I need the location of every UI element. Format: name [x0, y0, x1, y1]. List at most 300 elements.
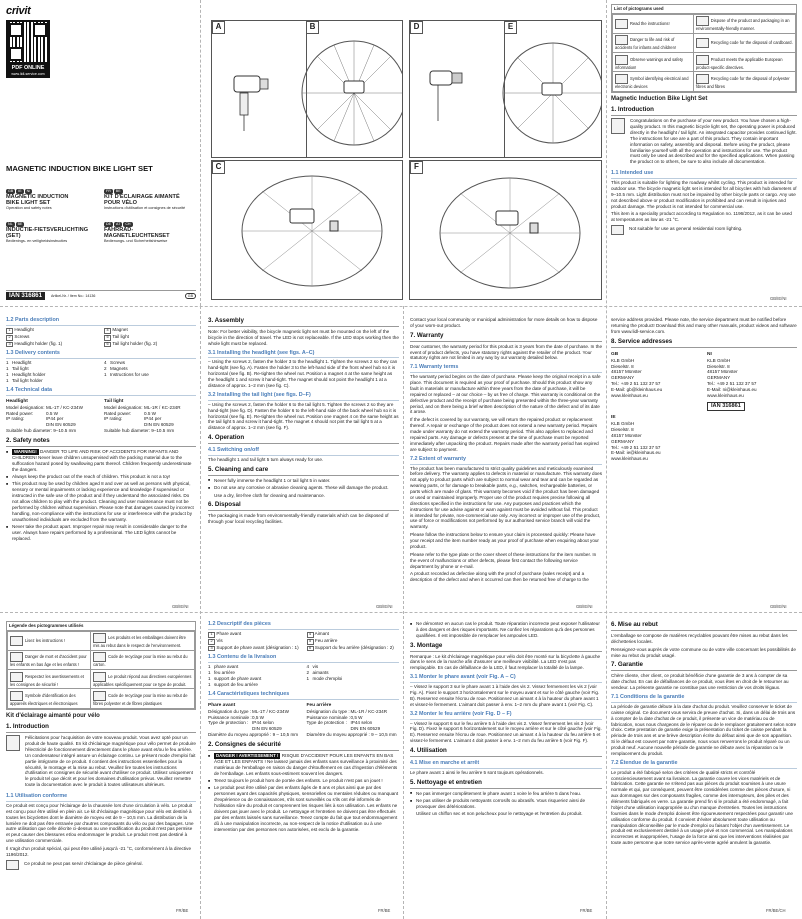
part-label: Vis — [216, 637, 223, 643]
item: Headlight holder — [12, 371, 46, 377]
part-num: 3 — [6, 342, 13, 348]
warranty-terms-text: La période de garantie débute à la date d'achat du produit. Veuillez conserver le ticket de caisse original. Ce document vous servira de preuve d'achat. Si, dans un délai de trois ans à compter de la date d'achat de ce produit, il présente un vice de matériau ou de fabrication, nous nous chargeons de le réparer ou de le remplacer gratuitement selon notre choix. Cette prestation de garantie exige la présentation du ticket de caisse pendant la période de trois ans et une brève description écrite du défaut ainsi que de son apparition. Si le défaut est couvert par notre garantie, nous vous renverrons le produit réparé ou un produit neuf. Aucune nouvelle période de garantie ne débute avec la réparation ou le remplacement du produit. — [611, 703, 797, 756]
safety-bullet: ■ Never take the product apart. Improper repair may result in considerable danger to the user. Always have repairs performed by a professional. The LED lights cannot be replaced. — [6, 524, 196, 542]
figure-label-e: E — [504, 21, 517, 34]
service-address-ie — [611, 415, 797, 462]
switching-text: The headlight 1 and tail light 5 turn always ready for use. — [208, 456, 324, 462]
figure-label-a: A — [212, 21, 225, 34]
brand-logo: crivit — [6, 5, 31, 17]
lang-code: NI — [26, 189, 31, 193]
warning-icon — [10, 672, 23, 682]
disposal-text: The packaging is made from environmentally-friendly materials which can be disposed of through your local recycling facilities. — [208, 513, 389, 525]
part-label: Phare avant — [216, 630, 242, 636]
tail-light-illustration — [410, 21, 601, 157]
cover-lang-fr — [104, 188, 196, 211]
item: Tail light — [12, 366, 29, 372]
legend-item: Danger de mort et d'accident pour les enfants en bas âge et les enfants ! — [10, 654, 87, 668]
page-footer: FR/BE — [378, 908, 391, 913]
address-line: KLB GmbH — [611, 421, 635, 427]
legend-item: Symbole d'identification des appareils électriques et électroniques — [10, 692, 78, 706]
part-label: Tail light holder (fig. 2) — [112, 340, 158, 346]
en-assembly — [208, 311, 399, 607]
qty: 1 — [208, 681, 211, 687]
part-num: 1 — [208, 632, 215, 638]
safety-bullet: ■ Tenez toujours le produit hors de portée des enfants. Le produit n'est pas un jouet ! — [208, 778, 399, 784]
qr-code[interactable] — [6, 20, 50, 64]
qty: 2 — [306, 670, 310, 676]
pdf-online-label: PDF ONLINE — [11, 65, 45, 71]
part-num: 4 — [104, 328, 111, 334]
ce-mark-icon — [696, 55, 709, 65]
intended-use-text: Ce produit est conçu pour l'éclairage de la chaussée lors d'une circulation à vélo. Le produit est conçu pour être utilisé en plein air. Le kit d'éclairage magnétique pour vélo est destiné à toutes les bicyclettes dont le diamètre de moyeu est de 9 – 10,5 mm. La distribution de la lumière ne doit pas être entravée par d'autres composants du vélo ou par des bagages. Une autre utilisation que celle décrite ci-dessus ou une modification du produit n'est pas permise et peut causer des blessures et/ou endommager le produit. Le produit n'est pas destiné à une utilisation commerciale. — [6, 802, 194, 844]
part-label: Headlight holder (fig. 1) — [14, 340, 63, 346]
install-taillight-text: – Vissez le support 6 sur le feu arrière 5 à l'aide des vis 2. Vissez fermement les vis 2 (voir Fig. D). Fixez le support 6 horizontalement sur le moyeu arrière et sur le côté gauche (voir Fig. E). Resserrez ensuite l'écrou de roue. Positionnez un aimant 4 à la hauteur du feu arrière 5 et vissez-le fermement. L'aimant 4 doit passer à env. 1–2 mm du feu arrière 5 (voir Fig. F). — [410, 720, 602, 744]
spec-key: Désignation du type : — [306, 708, 350, 714]
room-lighting-note: Not suitable for use as general residential room lighting. — [629, 226, 743, 232]
qty: 1 — [6, 366, 9, 372]
email-link[interactable]: E-Mail: ni@kleinhaus.eu — [707, 387, 757, 393]
spec-val: IP44 per — [46, 416, 64, 422]
recycle-icon — [93, 633, 106, 643]
pdf-online-badge[interactable] — [6, 64, 50, 78]
section-install-headlight: 3.1 Monter le phare avant (voir Fig. A – C) — [410, 674, 602, 683]
hub-diameter: Suitable hub diameter: 9–10.5 mm — [104, 428, 175, 434]
cleaning-bullet: ■ Ne pas utiliser de produits nettoyants corrosifs ou abrasifs. Vous risqueriez ainsi de provoquer des détériorations. — [410, 798, 602, 810]
part-label: Feu arrière — [314, 637, 338, 643]
spec-val: ML-1T / KC-234W — [252, 708, 289, 714]
col-divider-3 — [403, 306, 404, 919]
cleaning-bullet: ■ Do not use any corrosive or abrasive cleaning agents. These will damage the product. — [208, 485, 399, 491]
item: Tail light holder — [12, 377, 43, 383]
page-footer: GB/IE/NI — [576, 604, 593, 609]
item: Screws — [110, 360, 126, 366]
fibre-recycle-icon — [93, 691, 106, 701]
lang-code: BE — [17, 222, 23, 227]
book-icon — [6, 735, 20, 751]
section-warranty-terms: 7.1 Warranty terms — [410, 364, 602, 373]
address-line: KLB GmbH — [707, 357, 731, 363]
section-assembly: 3. Montage — [410, 642, 602, 652]
item: mode d'emploi — [312, 675, 343, 681]
install-headlight-text: – Vissez le support 3 sur le phare avant 1 à l'aide des vis 2. Vissez fermement les vis 2 (voir Fig. A). Fixez le support 3 horizontalement sur le moyeu avant et sur le côté gauche (voir Fig. B). Resserrez ensuite l'écrou de roue. Positionnez un aimant 4 à la hauteur du phare avant 1 et vissez-le fermement. L'aimant doit passer à env. 1–2 mm du phare avant 1 (voir Fig. C). — [410, 684, 600, 707]
magnet-rear-illustration — [410, 161, 601, 299]
assembly-note: Remarque : Le kit d'éclairage magnétique pour vélo doit être monté sur la bicyclette à gauche dans le sens de la marche afin d'assurer une meilleure visibilité. La LED n'est pas remplaçable. En cas de défaillance de la LED, il faut remplacer la totalité de la lampe. — [410, 653, 601, 671]
part-label: Tail light — [112, 333, 129, 339]
warranty-text: Dear customer, the warranty period for this product is 3 years from the date of purchase. In the event of product defects, you have statutory rights against the retailer of the product. Your statutory rights are not limited in any way by our warranty detailed below. — [410, 343, 602, 361]
spec-val: 0.5 W — [46, 410, 58, 416]
spec-key: Désignation du type : — [208, 708, 252, 714]
qty: 1 — [6, 377, 9, 383]
figure-label-c: C — [212, 161, 225, 174]
warning-badge: WARNING! — [14, 449, 37, 455]
legend-item: Dispose of the product and packaging in an environmentally-friendly manner. — [695, 18, 790, 32]
qty: 1 — [104, 371, 107, 377]
safety-text: DANGER TO LIFE AND RISK OF ACCIDENTS FOR INFANTS AND CHILDREN! Never leave children unsupervised with the packing material due to the suffocation hazard posed by swallowing parts thereof. Children frequently underestimate the dangers. — [12, 449, 192, 472]
part-label: Screws — [14, 333, 30, 339]
address-line: KLB GmbH — [611, 357, 635, 363]
safety-bullet: ■ Ne démontez en aucun cas le produit. Toute réparation incorrecte peut exposer l'utilisateur à des dangers et des risques importants. Ne confiez les réparations qu'à des personnes qualifiées. Il est impossible de remplacer les ampoules LED. — [410, 621, 602, 639]
address-line: Dieselstr. 8 — [611, 363, 634, 369]
headlight-specs-title: Headlight — [6, 398, 28, 404]
install-headlight-text: – Using the screws 2, fasten the holder 3 to the headlight 1. Tighten the screws 2 so they can hand-tight (see fig. A). Fasten the holder 3 to the left-hand side of the front wheel hub so it is horizontal (see fig. B). Re-tighten the wheel nut. Position a magnet 4 at the same height as the headlight 1 and screw it hand-tight. The magnet should not point the headlight 1 at a distance of approx. 1–2 mm (see fig. C). — [208, 359, 398, 388]
en-warranty — [410, 311, 602, 607]
cardboard-icon — [93, 652, 106, 662]
intended-use-text: This product is suitable for lighting the roadway whilst cycling. This product is intended for outdoor use. The bicycle magnetic light set is intended for all bicycles with hub diameters of 9–10.5 mm. Light distribution must not be impaired by other bicycle parts or cargo. Any use not described above or product modification is prohibited and can result in injuries and product damage. The product is not intended for commercial use. — [611, 180, 797, 209]
part-num: 6 — [104, 342, 111, 348]
section-intended-use: 1.1 Utilisation conforme — [6, 793, 196, 802]
section-switching: 4.1 Mise en marche et arrêt — [410, 760, 602, 769]
assembly-note: Note: For better visibility, the bicycle magnetic light set must be mounted on the left of the bicycle in the direction of travel. The LED is not replaceable. If the LED stops working then the whole light must be replaced. — [208, 328, 399, 346]
warning-badge: DANGER ! AVERTISSEMENT ! — [216, 753, 279, 759]
legend-item: Recycling code for the disposal of polyester fibres and fibres — [695, 75, 790, 89]
row-divider-1 — [0, 306, 802, 307]
part-num: 4 — [307, 632, 314, 638]
disposal-text: L'emballage se compose de matières recyclables pouvant être mises au rebut dans les déchetteries locales. — [611, 632, 788, 644]
page-footer: GB/IE/NI — [770, 296, 787, 301]
room-lighting-note: Ce produit ne peut pas servir d'éclairage de pièce général. — [24, 860, 143, 866]
item: Magnets — [110, 366, 128, 372]
country-code: NI — [707, 351, 712, 357]
lang-code: CH — [125, 222, 131, 227]
section-install-taillight: 3.2 Monter le feu arrière (voir Fig. D – F) — [410, 711, 602, 720]
safety-bullet: ■ Always keep the product out of the reach of children. This product is not a toy! — [6, 474, 196, 480]
spec-val: 0.5 W — [144, 410, 156, 416]
section-warranty-extent: 7.2 Étendue de la garantie — [611, 760, 797, 769]
item-number: Artikel-Nr. / Item No.: 14136 — [51, 293, 96, 298]
safety-text: RISQUE D'ACCIDENT POUR LES ENFANTS EN BAS ÂGE ET LES ENFANTS ! Ne laissez jamais des enfants sans surveillance à proximité des matériaux de l'emballage en raison du danger d'étouffement en cas d'ingestion d'éléments de l'emballage. Les enfants sous-estiment souvent les dangers. — [214, 753, 398, 776]
section-technical: 1.4 Caractéristiques techniques — [208, 691, 399, 700]
legend-table — [7, 631, 195, 709]
part-num: 1 — [6, 328, 13, 334]
fr-assembly — [410, 617, 602, 907]
cleaning-line: Utilisez un chiffon sec et non pelucheux pour le nettoyage et l'entretien du produit. — [416, 811, 583, 817]
safety-bullet: ■ Le produit peut être utilisé par des enfants âgés de 8 ans et plus ainsi que par des personnes ayant des capacités physiques, sensorielles ou mentales réduites ou manquant d'expérience ou de connaissances, s'ils sont surveillés ou s'ils ont été informés de l'utilisation sûre du produit et comprennent les risques liés à son utilisation. Les enfants ne doivent pas jouer avec le produit. Le nettoyage et l'entretien ne doivent pas être effectués par des enfants laissés sans surveillance. Tenez compte du fait que tout endommagement dû à une manipulation incorrecte, au non-respect de la notice d'utilisation ou à une intervention par des personnes non autorisées, est exclu de la garantie. — [208, 785, 399, 832]
cardboard-icon — [696, 38, 709, 48]
row-divider-2 — [0, 612, 802, 613]
section-operation: 4. Operation — [208, 434, 399, 444]
figure-label-d: D — [410, 21, 423, 34]
section-install-taillight: 3.2 Installing the tail light (see figs. D–F) — [208, 392, 399, 401]
recycle-icon — [696, 16, 709, 26]
item: support de phare avant — [214, 675, 262, 681]
install-taillight-text: – Using the screws 2, fasten the holder 6 to the tail light 5. Tighten the screws 2 so they are hand-tight (see fig. D). Fasten the holder 6 to the left-hand side of the back wheel hub so it is horizontal (see fig. E). Re-tighten the wheel nut. Position one magnet 4 on the same height as the tail light 5 and screw it hand-tight. The magnet 4 should not pint the tail light 5 at a distance of approx. 1–2 mm (see fig. F). — [208, 401, 399, 431]
fr-warranty — [611, 617, 797, 907]
lang-code: NL — [8, 222, 13, 227]
figure-a-b — [211, 20, 403, 158]
hub-diameter: Diamètre du moyeu approprié : 9 – 10,5 mm — [306, 732, 397, 738]
legend-item: Code de recyclage pour la mise au rebut du carton. — [93, 654, 188, 668]
page-footer: GB/IE/NI — [172, 604, 189, 609]
address-line: 48157 Münster — [611, 432, 642, 438]
figure-label-b: B — [306, 21, 319, 34]
page-footer: FR/BE/CH — [766, 908, 786, 913]
item: phare avant — [214, 664, 239, 670]
regulation-text: Il s'agit d'un produit spécial, qui peut être utilisé jusqu'à -21 °C, conformément à la directive 1196/2012. — [6, 846, 191, 857]
website-link[interactable]: www.kleinhaus.eu — [611, 392, 648, 398]
fr-page-heading: Kit d'éclairage aimanté pour vélo — [6, 712, 100, 719]
warranty-return-text: A product recorded as defective along with the proof of purchase (sales receipt) and a description of the defect and when it occurred can then be returned free of charge to the — [410, 571, 589, 583]
website-link[interactable]: www.kleinhaus.eu — [707, 392, 744, 398]
gb-page-heading: Magnetic Induction Bike Light Set — [611, 95, 708, 102]
spec-key: IP rating: — [104, 416, 123, 422]
section-delivery: 1.3 Delivery contents — [6, 350, 196, 359]
cover-lang-sub: Bedienungs- und Sicherheitshinweise — [104, 239, 168, 244]
page-footer: FR/BE — [176, 908, 189, 913]
address-line: GERMANY — [611, 438, 635, 444]
section-delivery: 1.3 Contenu de la livraison — [208, 654, 399, 663]
en-service — [611, 311, 797, 607]
section-cleaning: 5. Nettoyage et entretien — [410, 779, 602, 789]
taillight-specs-title: Tail light — [104, 398, 124, 404]
lang-code: BE — [115, 189, 121, 193]
legend-table — [612, 14, 796, 92]
warning-icon — [6, 860, 19, 870]
legend-item: Les produits et les emballages doivent être mis au rebut dans le respect de l'environnement. — [93, 635, 186, 649]
page-badge: GB — [185, 293, 196, 300]
page-footer: FR/BE — [580, 908, 593, 913]
section-warranty: 7. Garantie — [611, 661, 797, 671]
cover-lang-sub: Instructions d'utilisation et consignes de sécurité — [104, 206, 186, 211]
section-install-headlight: 3.1 Installing the headlight (see figs. A–C) — [208, 350, 399, 359]
qty: 1 — [208, 670, 211, 676]
spec-val: IP44 selon — [350, 720, 373, 726]
intro-text: Congratulations on the purchase of your new product. You have chosen a high-quality product. In this magnetic bicycle light set, the operating power is produced directly in the headlight / tail light. An integrated capacitor provides continued light. The instructions for use are a part of this product. They contain important information on safety, assembly and disposal. Before using the product, please familiarise yourself with all the operation and instructions for use. The product must only be used as described and for the specified applications. When passing the product on to others, be sure to also include all documentation. — [630, 118, 797, 165]
email-link[interactable]: E-Mail: gb@kleinhaus.eu — [611, 387, 663, 393]
part-num: 2 — [6, 335, 13, 341]
spec-val: IP44 selon — [252, 720, 274, 726]
fr-parts-safety — [208, 617, 399, 907]
qty: 1 — [208, 664, 211, 670]
spec-key: Model designation: — [104, 404, 143, 410]
ian-number: IAN 316861 — [6, 292, 45, 300]
legend-title: List of pictograms used — [612, 5, 796, 14]
cover-lang-de — [104, 221, 196, 244]
legend-item: Danger to life and risk of accidents for infants and children! — [615, 37, 676, 51]
page-footer: GB/IE/NI — [770, 604, 787, 609]
warranty-type-plate-text: Please refer to the type plate or the cover sheet of these instructions for the item number. In the event of malfunctions or other defects, please first contact the following service department by phone or e-mail. — [410, 551, 597, 569]
figure-c — [211, 160, 403, 300]
qty: 4 — [306, 664, 310, 670]
item: vis — [312, 664, 319, 670]
hub-diameter: Diamètre du moyeu approprié : 9 – 10,5 mm — [208, 732, 299, 738]
spec-val: DIN EN 60529 — [252, 726, 282, 732]
cover-lang-title: FAHRRAD-MAGNETLEUCHTENSET — [104, 226, 170, 240]
spec-key: Puissance nominale : — [306, 714, 351, 720]
phone[interactable]: Tel.: +49 2 51 132 37 57 — [707, 381, 757, 387]
fibre-recycle-icon — [696, 74, 709, 84]
child-warning-icon — [10, 652, 23, 662]
section-intended-use: 1.1 Intended use — [611, 170, 797, 179]
spec-val: 0,5 W — [350, 714, 363, 720]
warranty-terms-text: The warranty period begins on the date of purchase. Please keep the original receipt in a safe place. This document is required as your proof of purchase. Should this product show any fault in materials or manufacture within three years from the date of purchase, it will be repaired or replaced – at our choice – by us free of charge. This warranty is conditional on the defective product and the receipt of purchase being presented within the three-year warranty period, and on there being a brief written description of the nature of the defect and of its date it arose. — [410, 374, 601, 415]
part-num: 3 — [208, 646, 215, 652]
warranty-text: Chère cliente, cher client, ce produit bénéficie d'une garantie de 3 ans à compter de sa date d'achat. En cas de défaillances de ce produit, vous êtes en droit de le retourner au vendeur. La présente garantie ne constitue pas une restriction de vos droits légaux. — [611, 673, 789, 691]
en-parts-safety — [6, 311, 196, 607]
address-line: Dieselstr. 8 — [707, 363, 730, 369]
lang-code: IE — [18, 189, 22, 193]
legend-item: Symbol identifying electrical and electronic devices — [615, 75, 689, 89]
lang-code: DE — [106, 222, 111, 227]
section-disposal: 6. Mise au rebut — [611, 621, 797, 631]
section-service-addresses: 8. Service addresses — [611, 338, 797, 348]
warranty-terms-text-2: If the defect is covered by our warranty, we will return the repaired product or replacement thereof. A repair or exchange of the product does not extend a new warranty period. Repairs made under warranty do not extend the warranty period. This also applies to replaced and repaired parts. Any damage or defects present at the time of purchase must be reported immediately after unpacking the product. Repairs made after the warranty period has expired are subject to payment. — [410, 417, 599, 452]
legend-title: Légende des pictogrammes utilisés — [7, 622, 195, 631]
item: Headlight — [12, 360, 32, 366]
spec-key: Model designation: — [6, 404, 45, 410]
service-intro-text: service address provided. Please note, the service department must be notified before returning the product! Download this and many other manuals, product videos and software from www.lidl-service.com. — [611, 317, 797, 334]
part-label: Support du feu arrière (désignation : 2) — [314, 644, 394, 650]
section-safety: 2. Safety notes — [6, 437, 196, 447]
phone[interactable]: Tel.: +49 2 51 132 37 57 — [611, 444, 661, 450]
section-operation: 4. Utilisation — [410, 747, 602, 757]
cleaning-line: Use a dry, lint-free cloth for cleaning and maintenance. — [214, 492, 325, 498]
legend-item: Product meets the applicable European product-specific directives. — [695, 56, 783, 70]
section-introduction: 1. Introduction — [611, 106, 797, 116]
item: Instructions for use — [110, 371, 149, 377]
cover-lang-gb — [6, 188, 98, 211]
page-footer: GB/IE/NI — [376, 604, 393, 609]
section-parts: 1.2 Parts description — [6, 317, 196, 326]
item: aimants — [312, 670, 329, 676]
address-line: 48157 Münster — [707, 369, 738, 375]
service-address-ni — [707, 350, 797, 411]
magnet-spoke-illustration — [212, 161, 402, 299]
ian-box: IAN 316861 — [707, 402, 745, 411]
cover-lang-grid — [6, 188, 196, 244]
part-num: 6 — [307, 646, 314, 652]
col-divider-cover — [200, 0, 201, 306]
legend-item: Read the instructions! — [630, 20, 670, 26]
section-parts: 1.2 Descriptif des pièces — [208, 621, 399, 630]
hub-diameter: Suitable hub diameter: 9–10.5 mm — [6, 428, 77, 434]
spec-key: IP rating: — [6, 416, 25, 422]
warning-icon — [615, 55, 628, 65]
section-technical: 1.4 Technical data — [6, 387, 196, 396]
phone[interactable]: Tel.: +49 2 51 132 37 57 — [611, 381, 661, 387]
spec-val: DIN EN 60529 — [144, 422, 174, 428]
intro-text: Félicitations pour l'acquisition de votre nouveau produit. Vous avez opté pour un produit de haute qualité. En kit d'éclairage magnétique pour vélo permet de produire l'électricité de fonctionnement directement dans le phare avant et/ou le feu arrière. Un condensateur intégré assure un éclairage continu. Le présent mode d'emploi fait partie intégrante de ce produit. Il contient des instructions essentielles pour la sécurité, le montage et la mise au rebut. Veuillez lire toutes les instructions d'utilisation et consignes de sécurité avant d'utiliser ce produit. Utilisez uniquement le produit tel que décrit et pour les domaines d'utilisation prévus. Veuillez remettre toute la documentation avec le produit à toutes utilisateurs ultérieurs. — [25, 735, 196, 788]
part-label: Headlight — [14, 326, 34, 332]
col-divider-2 — [200, 306, 201, 919]
regulation-text: This item is a speciality product according to Regulation no. 1196/2012, as it can be used at temperatures as low as -21 °C. — [611, 211, 792, 223]
figure-label-f: F — [410, 161, 423, 174]
country-code: GB — [611, 351, 619, 357]
book-icon — [10, 636, 23, 646]
warranty-extent-text: The product has been manufactured to strict quality guidelines and meticulously examined before delivery. The warranty applies to defects in material or manufacture. This warranty does not apply to product parts which are subject to normal wear and tear and can be regarded as wearing parts, or for damage to breakable parts, e.g., switches, rechargeable batteries, or parts which are made of glass. This warranty becomes void if the product has been damaged or used or maintained improperly. Proper use of the product requires precise following all directions specified in the instructions for use. Any purposes and practices which the instructions for use advise against or warn against must be avoided without fail. This product is intended for private, non-commercial use only. Any incorrect or improper use of the product, use of force or modifications not performed by our authorised service branch will void the warranty. — [410, 465, 602, 530]
gb-page-intro — [611, 4, 797, 304]
spec-val: ML-1T / KC-234W — [46, 404, 83, 410]
warranty-claim-text: Please follow the instructions below to ensure your claim is processed quickly: Please have your receipt and the item number ready as your proof of purchase when enquiring about your product. — [410, 532, 599, 549]
fr-pictogram-legend — [6, 621, 196, 710]
pictogram-legend — [611, 4, 797, 93]
spec-val: ML-1R / KC-234R — [144, 404, 181, 410]
disposal-contact-text: Contact your local community or municipal administration for more details on how to dispose of your worn-out product. — [410, 317, 598, 328]
spec-key: Puissance nominale : — [208, 714, 252, 720]
email-link[interactable]: E-Mail: ie@kleinhaus.eu — [611, 450, 661, 456]
qty: 2 — [104, 366, 107, 372]
spec-key: Rated power: — [104, 410, 132, 416]
lang-code: AT — [116, 222, 121, 227]
child-warning-icon — [615, 35, 628, 45]
country-code: IE — [611, 414, 616, 420]
cover-lang-nl — [6, 221, 98, 244]
col-divider-right — [606, 0, 607, 919]
address-line: GERMANY — [611, 375, 635, 381]
cover-lang-title: INDUCTIE-FIETSVERLICHTING (SET) — [6, 226, 89, 240]
warranty-extent-text: Le produit a été fabriqué selon des critères de qualité stricts et contrôlé consciencieusement avant sa livraison. La garantie couvre les vices matériels et de fabrication. Cette garantie ne s'étend pas aux pièces du produit soumises à une usure normale et qui, par conséquent, peuvent être considérées comme des pièces d'usure, ni aux dommages sur des composants fragiles, comme des interrupteurs, des piles et des éléments fabriqués en verre. La garantie prend fin si le produit a été endommagé, a fait l'objet d'une utilisation inappropriée ou d'un manque d'entretien. Toutes les instructions fournies dans le mode d'emploi doivent être rigoureusement respectées pour garantir une utilisation conforme du produit. Il convient d'éviter absolument toute utilisation ou manipulation déconseillée par le mode d'emploi ou faisant l'objet d'un avertissement. Le produit est exclusivement destiné à un usage privé et non commercial. Les manipulations incorrectes et inappropriées, l'usage de la force ainsi que les interventions réalisées par toute autre personne que notre service après-vente agréé annulent la garantie. — [611, 769, 793, 846]
safety-bullet: ■ This product may be used by children aged 8 and over as well as persons with physical, sensory or mental impairments or lacking experience and knowledge if supervised or instructed in the safe use of the product and if they understand the associated risks. Do not allow children to play with the product. Cleaning and user maintenance must not be performed by children without supervision. Please note that damages caused by incorrect handling, non-compliance with the instructions for use or interference with the product by unauthorised individuals are excluded from the warranty. — [6, 481, 196, 522]
part-num: 5 — [104, 335, 111, 341]
pdf-online-url: www.lidl-service.com — [11, 71, 45, 76]
cover-lang-title: MAGNETIC INDUCTION BIKE LIGHT SET — [6, 193, 69, 207]
spec-key: Rated power: — [6, 410, 34, 416]
lang-code: GB — [8, 189, 14, 193]
taillight-specs-title: Feu arrière — [306, 702, 332, 708]
cover-lang-sub: Bedienings- en veiligheidsinstructies — [6, 239, 68, 244]
cover-lang-title: KIT D'ÉCLAIRAGE AIMANTÉ POUR VÉLO — [104, 193, 180, 207]
part-num: 5 — [307, 639, 314, 645]
section-warranty-extent: 7.2 Extent of warranty — [410, 456, 602, 465]
legend-item: Le produit répond aux directives européennes applicables spécifiquement pour ce type de produit. — [93, 673, 192, 687]
headlight-illustration — [212, 21, 402, 157]
spec-val: IP44 per — [144, 416, 162, 422]
lang-code: FR — [106, 189, 111, 193]
spec-val: 0,5 W — [252, 714, 264, 720]
section-introduction: 1. Introduction — [6, 723, 196, 733]
part-label: Aimant — [314, 630, 329, 636]
cover-lang-sub: Operation and safety notes — [6, 206, 52, 211]
figure-d-e — [409, 20, 602, 158]
cover-footer-bar — [6, 290, 196, 301]
cleaning-bullet: ■ Never fully immerse the headlight 1 or tail light 5 in water. — [208, 478, 399, 484]
spec-key: Type de protection : — [306, 720, 347, 726]
spec-val: ML-1R / KC-234R — [350, 708, 388, 714]
legend-item: Respectez les avertissements et les consignes de sécurité ! — [10, 673, 84, 687]
item: feu arrière — [214, 670, 235, 676]
cleaning-bullet: ■ Ne pas immerger complètement le phare avant 1 voire le feu arrière 5 dans l'eau. — [410, 791, 602, 797]
cover-title: MAGNETIC INDUCTION BIKE LIGHT SET — [6, 164, 153, 173]
switching-text: Le phare avant 1 ainsi le feu arrière 5 sont toujours opérationnels. — [410, 769, 544, 775]
section-assembly: 3. Assembly — [208, 317, 399, 327]
section-safety: 2. Consignes de sécurité — [208, 741, 399, 751]
legend-item: Observe warnings and safety information! — [615, 56, 684, 70]
section-warranty: 7. Warranty — [410, 332, 602, 342]
book-icon — [615, 19, 628, 29]
part-label: Support de phare avant (désignation : 1) — [216, 644, 299, 650]
qty: 1 — [306, 675, 310, 681]
item: support de feu arrière — [214, 681, 258, 687]
section-warranty-terms: 7.1 Conditions de la garantie — [611, 694, 797, 703]
part-label: Magnet — [112, 326, 128, 332]
book-icon — [611, 118, 625, 134]
section-disposal: 6. Disposal — [208, 501, 399, 511]
qty: 1 — [6, 371, 9, 377]
qty: 1 — [208, 675, 211, 681]
website-link[interactable]: www.kleinhaus.eu — [611, 456, 648, 462]
qty: 4 — [104, 360, 107, 366]
section-cleaning: 5. Cleaning and care — [208, 466, 399, 476]
section-switching: 4.1 Switching on/off — [208, 447, 399, 456]
spec-val: DIN EN 60529 — [350, 726, 381, 732]
legend-item: Code de recyclage pour la mise au rebut de fibres polyester et de fibres plastiques — [93, 692, 188, 706]
fr-intro — [6, 617, 196, 907]
spec-val: DIN EN 60529 — [46, 422, 76, 428]
qty: 1 — [6, 360, 9, 366]
headlight-specs-title: Phare avant — [208, 702, 236, 708]
spec-key: Type de protection : — [208, 720, 249, 726]
electrical-device-icon — [615, 74, 628, 84]
cover-page — [6, 4, 196, 304]
